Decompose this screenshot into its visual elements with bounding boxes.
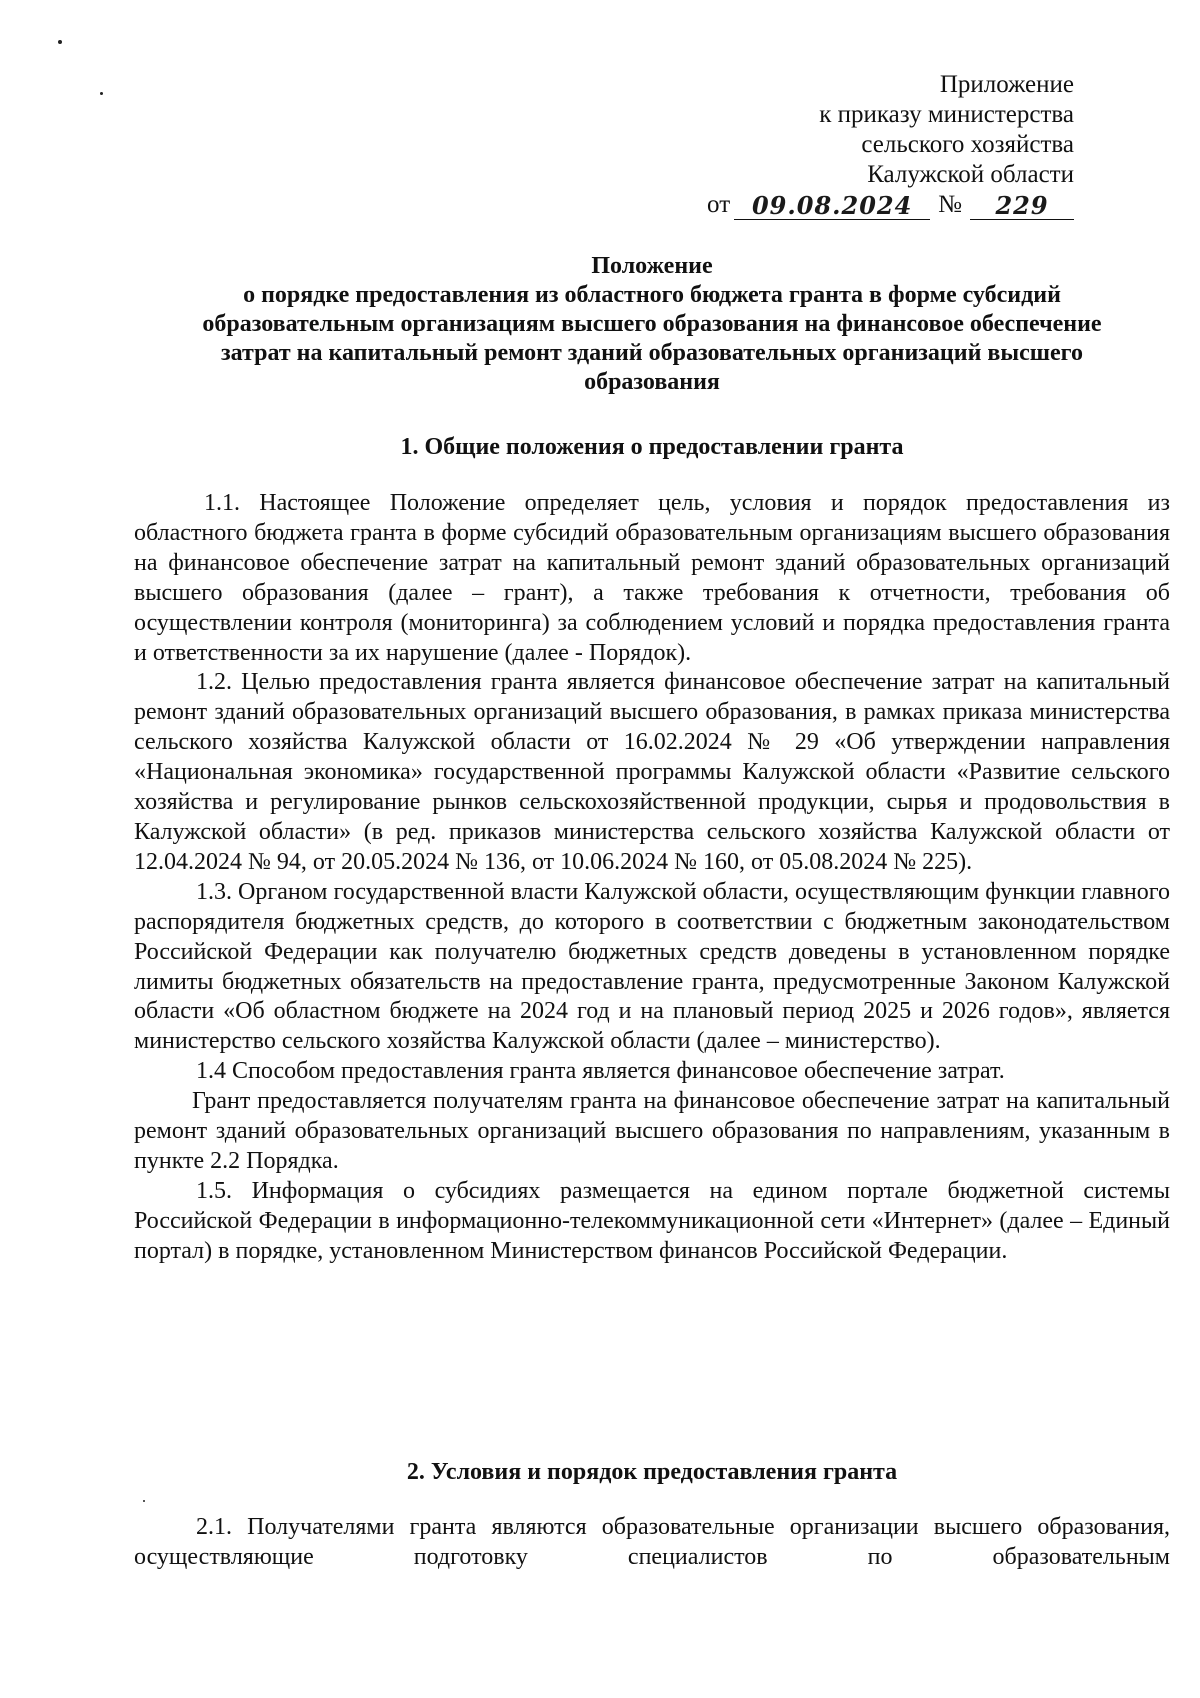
appendix-header [707,70,1074,220]
paragraph-2-1: 2.1. Получателями гранта являются образовательные организации высшего образования, осуществляющие подготовку специалистов по образовательным [134,1514,1170,1570]
scan-speck [58,40,62,44]
paragraph-1-2: 1.2. Целью предоставления гранта является финансовое обеспечение затрат на капитальный ремонт зданий образовательных организаций высшего образования, в рамках приказа министерства сельского хозяйства Калужской области от 16.02.2024 № 29 «Об утверждении направления «Национальная экономика» государственной программы Калужской области «Развитие сельского хозяйства и регулирование рынков сельскохозяйственной продукции, сырья и продовольствия в Калужской области» (в ред. приказов министерства сельского хозяйства Калужской области от 12.04.2024 № 94, от 20.05.2024 № 136, от 10.06.2024 № 160, от 05.08.2024 № 225). [134,669,1170,875]
section-2-heading: 2. Условия и порядок предоставления гранта [406,1459,898,1485]
appendix-line: Приложение [939,71,1074,98]
handwritten-date: 09.08.2024 [734,193,930,220]
scan-speck [100,92,103,95]
section-2-body [134,1512,1170,1572]
paragraph-1-5: 1.5. Информация о субсидиях размещается на едином портале бюджетной системы Российской Федерации в информационно-телекоммуникационной сети «Интернет» (далее – Единый портал) в порядке, установленном Министерством финансов Российской Федерации. [134,1177,1170,1264]
title-line: о порядке предоставления из областного бюджета гранта в форме субсидий [243,282,1061,308]
section-1-body [134,489,1170,1267]
scan-speck [143,1500,145,1502]
paragraph-1-4: 1.4 Способом предоставления гранта является финансовое обеспечение затрат. [196,1058,1005,1085]
paragraph-1-1: 1.1. Настоящее Положение определяет цель, условия и порядок предоставления из областного бюджета гранта в форме субсидий образовательным организациям высшего образования на финансовое обеспечение затрат на капитальный ремонт зданий образовательных организаций высшего образования (далее – грант), а также требования к отчетности, требования об осуществлении контроля (мониторинга) за соблюдением условий и порядка предоставления гранта и ответственности за их нарушение (далее - Порядок). [134,490,1170,666]
appendix-line: к приказу министерства [819,101,1074,128]
paragraph-1-4-grant: Грант предоставляется получателям гранта на финансовое обеспечение затрат на капитальный ремонт зданий образовательных организаций высшего образования по направлениям, указанным в пункте 2.2 Порядка. [134,1088,1170,1174]
paragraph-1-3: 1.3. Органом государственной власти Калужской области, осуществляющим функции главного распорядителя бюджетных средств, до которого в соответствии с бюджетным законодательством Российской Федерации как получателю бюджетных средств доведены в установленном порядке лимиты бюджетных обязательств на предоставление гранта, предусмотренные Законом Калужской области «Об областном бюджете на 2024 год и на плановый период 2025 и 2026 годов», является министерство сельского хозяйства Калужской области (далее – министерство). [134,878,1170,1055]
title-line: образовательным организациям высшего образования на финансовое обеспечение [202,311,1102,337]
order-date-number-line [707,190,1074,220]
appendix-line: Калужской области [867,161,1074,188]
title-line: затрат на капитальный ремонт зданий образовательных организаций высшего [221,340,1083,366]
title-line: образования [584,369,720,395]
title-line: Положение [591,253,713,279]
number-label: № [938,191,962,218]
from-label: от [707,191,731,218]
appendix-line: сельского хозяйства [861,131,1074,158]
section-1-heading: 1. Общие положения о предоставлении гранта [400,434,904,460]
handwritten-number: 229 [970,193,1074,220]
document-title [134,252,1170,397]
